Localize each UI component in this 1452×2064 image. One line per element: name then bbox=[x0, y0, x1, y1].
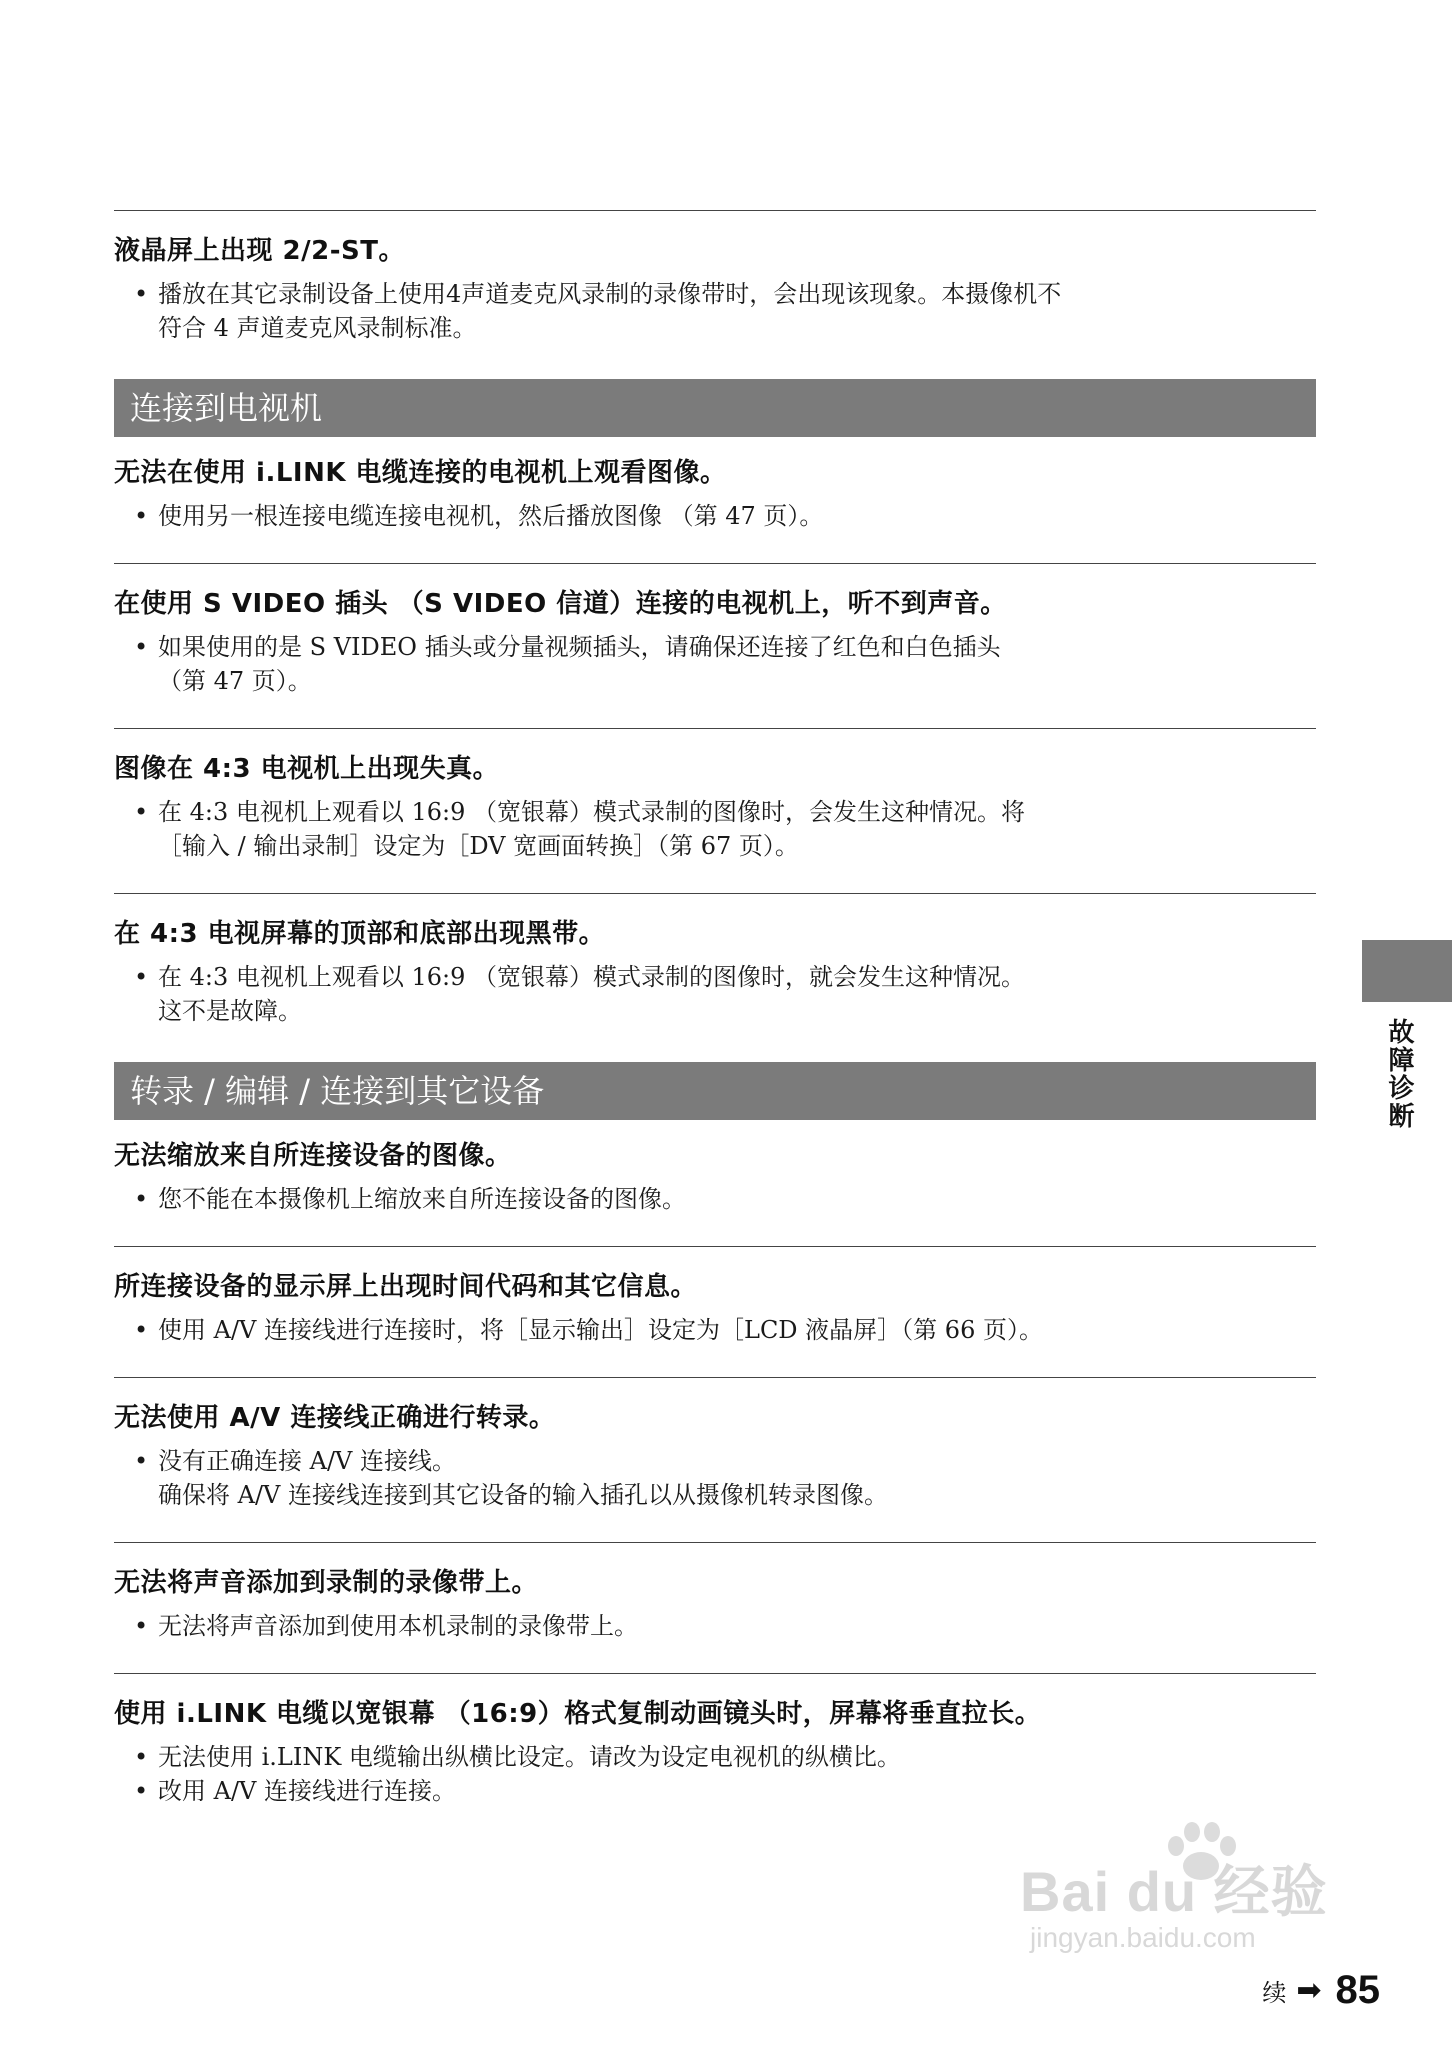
baidu-watermark bbox=[1020, 1848, 1350, 1968]
bullet-item: • 改用 A/V 连接线进行连接。 bbox=[114, 1774, 1316, 1808]
question: 无法使用 A/V 连接线正确进行转录。 bbox=[114, 1403, 556, 1433]
question: 使用 i.LINK 电缆以宽银幕 （16:9）格式复制动画镜头时，屏幕将垂直拉长。 bbox=[114, 1699, 1042, 1729]
bullet-item: • 如果使用的是 S VIDEO 插头或分量视频插头，请确保还连接了红色和白色插头 （第 47 页）。 bbox=[114, 630, 1316, 698]
question: 无法在使用 i.LINK 电缆连接的电视机上观看图像。 bbox=[114, 458, 727, 488]
trouble-item bbox=[114, 437, 1316, 563]
bullet-list bbox=[114, 1609, 1316, 1643]
question: 在 4:3 电视屏幕的顶部和底部出现黑带。 bbox=[114, 919, 606, 949]
bullet-list bbox=[114, 630, 1316, 698]
bullet-list bbox=[114, 499, 1316, 533]
chapter-tab bbox=[1362, 940, 1452, 1002]
bullet-item: • 使用另一根连接电缆连接电视机，然后播放图像 （第 47 页）。 bbox=[114, 499, 1316, 533]
question: 所连接设备的显示屏上出现时间代码和其它信息。 bbox=[114, 1272, 698, 1302]
section-header: 转录 / 编辑 / 连接到其它设备 bbox=[114, 1062, 1316, 1120]
watermark-logo: Bai du 经验 bbox=[1020, 1860, 1328, 1923]
bullet-list bbox=[114, 1313, 1316, 1347]
bullet-item: • 无法使用 i.LINK 电缆输出纵横比设定。请改为设定电视机的纵横比。 bbox=[114, 1740, 1316, 1774]
bullet-item: • 没有正确连接 A/V 连接线。 确保将 A/V 连接线连接到其它设备的输入插孔以从摄像机转录图像。 bbox=[114, 1444, 1316, 1512]
bullet-list bbox=[114, 1444, 1316, 1512]
question: 无法缩放来自所连接设备的图像。 bbox=[114, 1141, 512, 1171]
bullet-item: • 播放在其它录制设备上使用4声道麦克风录制的录像带时，会出现该现象。本摄像机不 符合 4 声道麦克风录制标准。 bbox=[114, 277, 1316, 345]
bullet-list bbox=[114, 277, 1316, 345]
bullet-list bbox=[114, 795, 1316, 863]
bullet-list bbox=[114, 1740, 1316, 1808]
watermark-url: jingyan.baidu.com bbox=[1030, 1922, 1256, 1953]
trouble-item bbox=[114, 210, 1316, 375]
trouble-item bbox=[114, 1246, 1316, 1377]
trouble-item bbox=[114, 728, 1316, 893]
bullet-item: • 在 4:3 电视机上观看以 16:9 （宽银幕）模式录制的图像时，就会发生这种情况。 这不是故障。 bbox=[114, 960, 1316, 1028]
trouble-item bbox=[114, 1673, 1316, 1838]
trouble-item bbox=[114, 1120, 1316, 1246]
page-footer bbox=[1262, 1968, 1380, 2013]
question: 在使用 S VIDEO 插头 （S VIDEO 信道）连接的电视机上，听不到声音。 bbox=[114, 589, 1007, 619]
trouble-item bbox=[114, 1542, 1316, 1673]
question: 图像在 4:3 电视机上出现失真。 bbox=[114, 754, 500, 784]
page-content bbox=[114, 210, 1316, 1838]
trouble-item bbox=[114, 1377, 1316, 1542]
right-arrow-icon: ➡ bbox=[1296, 1973, 1322, 2008]
question: 液晶屏上出现 2/2-ST。 bbox=[114, 236, 405, 266]
bullet-item: • 您不能在本摄像机上缩放来自所连接设备的图像。 bbox=[114, 1182, 1316, 1216]
question: 无法将声音添加到录制的录像带上。 bbox=[114, 1568, 539, 1598]
chapter-label: 故障诊断 bbox=[1384, 1018, 1414, 1130]
bullet-item: • 在 4:3 电视机上观看以 16:9 （宽银幕）模式录制的图像时，会发生这种情况。将 ［输入 / 输出录制］设定为［DV 宽画面转换］（第 67 页）。 bbox=[114, 795, 1316, 863]
bullet-list bbox=[114, 960, 1316, 1028]
continued-label: 续 bbox=[1262, 1979, 1287, 2007]
section-header: 连接到电视机 bbox=[114, 379, 1316, 437]
trouble-item bbox=[114, 563, 1316, 728]
page-number: 85 bbox=[1335, 1968, 1380, 2012]
bullet-item: • 无法将声音添加到使用本机录制的录像带上。 bbox=[114, 1609, 1316, 1643]
trouble-item bbox=[114, 893, 1316, 1058]
bullet-item: • 使用 A/V 连接线进行连接时，将［显示输出］设定为［LCD 液晶屏］（第 66 页）。 bbox=[114, 1313, 1316, 1347]
bullet-list bbox=[114, 1182, 1316, 1216]
